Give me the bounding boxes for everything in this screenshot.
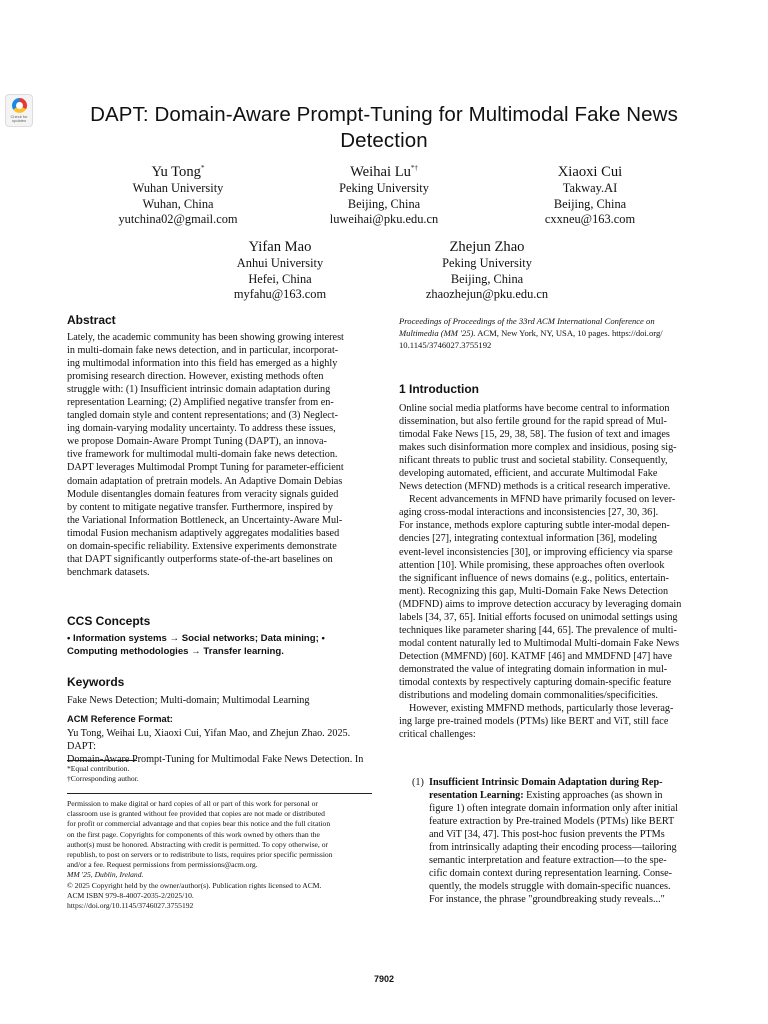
footnotes [67, 764, 372, 784]
footnote-equal: *Equal contribution. [67, 764, 130, 773]
author-email[interactable]: myfahu@163.com [233, 287, 327, 302]
intro-line: However, existing MMFND methods, particularly those leverag- [409, 703, 674, 715]
abstract-line: ing domain-varying modality uncertainty. To address these issues, [67, 423, 336, 435]
intro-line: labels [34, 37, 65]. Initial efforts focused on unimodal settings using [399, 611, 678, 623]
ccs-line: Computing methodologies → Transfer learning. [67, 646, 284, 657]
permission-line: on the first page. Copyrights for components of this work owned by others than the [67, 829, 320, 839]
list-item-title: Insufficient Intrinsic Domain Adaptation during Rep- [429, 777, 663, 788]
isbn-line: ACM ISBN 979-8-4007-2035-2/2025/10. [67, 890, 194, 900]
abstract-body [67, 331, 369, 579]
crossmark-icon [12, 98, 27, 113]
author-block [190, 238, 370, 303]
author-name: Zhejun Zhao [449, 239, 525, 255]
permission-block [67, 799, 372, 911]
intro-line: distributions and modeling domain commonalities/specificities. [399, 690, 658, 702]
author-email[interactable]: cxxneu@163.com [544, 212, 636, 227]
proceedings-line: Proceedings of Proceedings of the 33rd ACM International Conference on [399, 316, 655, 326]
author-email[interactable]: zhaozhejun@pku.edu.cn [425, 287, 549, 302]
badge-label: Check for updates [10, 114, 28, 123]
venue-line: MM '25, Dublin, Ireland. [67, 870, 144, 880]
intro-line: News detection (MFND) methods is a critical research imperative. [399, 481, 671, 493]
author-name: Weihai Lu [350, 164, 411, 180]
intro-line: ment). Recognizing this gap, Multi-Domain Fake News Detection [399, 585, 669, 597]
intro-heading: 1 Introduction [399, 382, 479, 396]
intro-line: attention [10]. While promising, these approaches often overlook [399, 559, 665, 571]
author-block [88, 163, 268, 228]
intro-line: aging cross-modal interactions and inconsistencies [27, 30, 36]. [399, 507, 659, 519]
intro-line: techniques like parameter sharing [44, 65]. The prevalence of multi- [399, 624, 677, 636]
acm-ref-heading: ACM Reference Format: [67, 714, 173, 724]
author-affiliation: Peking University [442, 256, 532, 270]
author-location: Beijing, China [450, 271, 524, 286]
list-item-line: from intrinsically adapting their encoding process—tailoring [429, 842, 677, 854]
author-affiliation: Wuhan University [132, 181, 224, 195]
paper-title: DAPT: Domain-Aware Prompt-Tuning for Multimodal Fake News Detection [90, 103, 678, 152]
author-email[interactable]: luweihai@pku.edu.cn [329, 212, 439, 227]
permission-divider [67, 793, 372, 794]
page-number: 7902 [373, 974, 395, 984]
author-location: Beijing, China [553, 196, 627, 211]
abstract-line: timodal Fusion mechanism adaptively aggregates modalities based [67, 527, 340, 539]
author-mark: * [200, 164, 205, 173]
intro-line: Recent advancements in MFND have primarily focused on lever- [409, 494, 676, 506]
abstract-line: Lately, the academic community has been showing growing interest [67, 332, 344, 343]
abstract-line: representation Learning; (2) Amplified negative transfer from en- [67, 397, 334, 409]
keywords-text: Fake News Detection; Multi-domain; Multimodal Learning [67, 695, 310, 706]
list-item-line: feature extraction by Pre-trained Models (PTMs) like BERT [429, 816, 675, 828]
check-for-updates-badge[interactable] [5, 94, 33, 127]
copyright-line: © 2025 Copyright held by the owner/author(s). Publication rights licensed to ACM. [67, 880, 322, 890]
abstract-heading: Abstract [67, 313, 116, 327]
author-affiliation: Peking University [339, 181, 429, 195]
ccs-heading: CCS Concepts [67, 614, 151, 628]
proceedings-venue: Multimedia (MM '25). [399, 328, 476, 338]
abstract-line: in multi-domain fake news detection, and in particular, incorporat- [67, 345, 339, 357]
abstract-line: that DAPT significantly outperforms state-of-the-art baselines on [67, 553, 333, 565]
abstract-line: the Variational Information Bottleneck, an Uncertainty-Aware Mul- [67, 514, 343, 526]
ccs-line: • Information systems → Social networks; Data mining; • [67, 633, 325, 644]
list-item-text: Existing approaches (as shown in [523, 790, 663, 802]
intro-line: Online social media platforms have become central to information [399, 403, 670, 414]
author-mark: *† [410, 164, 418, 173]
abstract-line: tangled domain style and content representations; and (3) Neglect- [67, 410, 339, 422]
permission-line: Permission to make digital or hard copies of all or part of this work for personal or [67, 799, 318, 808]
list-item-line: cific domain context during representation learning. Conse- [429, 868, 673, 880]
permission-line: author(s) must be honored. Abstracting with credit is permitted. To copy otherwise, or [67, 839, 329, 849]
list-item-line: semantic interpretation and feature extraction—to the spe- [429, 855, 667, 867]
abstract-line: we propose Domain-Aware Prompt Tuning (DAPT), an innova- [67, 436, 327, 448]
intro-line: event-level inconsistencies [30], or improving efficiency via sparse [399, 546, 673, 558]
author-name: Yifan Mao [248, 239, 312, 255]
list-item-line: quently, the models struggle with domain-specific nuances. [429, 881, 671, 893]
author-block [500, 163, 680, 228]
abstract-line: promising research direction. However, existing methods often [67, 371, 324, 383]
abstract-line: tive framework for multimodal multi-domain fake news detection. [67, 449, 338, 461]
author-block [397, 238, 577, 303]
intro-line: ing large pre-trained models (PTMs) like BERT and ViT, still face [399, 716, 669, 728]
list-item-number: (1) [412, 777, 424, 788]
list-item-title: resentation Learning: [429, 790, 524, 802]
author-affiliation: Anhui University [236, 256, 324, 270]
abstract-line: domain adaptation of pretrain models. An Adaptive Domain Debias [67, 475, 343, 487]
proceedings-citation [399, 315, 702, 351]
author-email[interactable]: yutchina02@gmail.com [118, 212, 238, 227]
author-name: Yu Tong [151, 164, 201, 180]
abstract-line: DAPT leverages Multimodal Prompt Tuning for parameter-efficient [67, 462, 344, 474]
acm-ref-line: Domain-Aware Prompt-Tuning for Multimodal Fake News Detection. In [67, 754, 364, 766]
intro-line: modal content naturally led to Multimodal Multi-domain Fake News [399, 637, 680, 649]
intro-line: dencies [27], integrating contextual information [36], modeling [399, 533, 658, 545]
author-location: Hefei, China [248, 271, 312, 286]
intro-line: timodal contexts by respectively capturing domain-specific feature [399, 676, 672, 688]
ccs-concepts [67, 632, 372, 658]
footnote-divider [67, 760, 137, 761]
footnote-corresponding: †Corresponding author. [67, 774, 139, 784]
permission-line: and/or a fee. Request permissions from permissions@acm.org. [67, 860, 258, 870]
abstract-line: Module disentangles domain features from veracity signals guided [67, 488, 339, 500]
permission-line: republish, to post on servers or to redistribute to lists, requires prior specific permission [67, 850, 333, 860]
abstract-line: struggle with: (1) Insufficient intrinsic domain adaptation during [67, 384, 331, 396]
list-item-line: and ViT [34, 47]. This post-hoc fusion prevents the PTMs [429, 829, 665, 841]
intro-line: makes such disinformation more complex and insidious, posing sig- [399, 442, 677, 454]
doi-link[interactable]: https://doi.org/10.1145/3746027.3755192 [67, 901, 194, 911]
author-location: Wuhan, China [142, 196, 214, 211]
intro-line: timodal Fake News [15, 29, 38, 58]. The fusion of text and images [399, 429, 670, 441]
author-affiliation: Takway.AI [562, 181, 618, 195]
intro-paragraph [399, 402, 702, 741]
intro-line: nificant threats to public trust and societal stability. Consequently, [399, 455, 668, 467]
intro-line: For instance, methods explore capturing subtle inter-modal depen- [399, 520, 670, 532]
intro-line: developing automated, efficient, and accurate Multimodal Fake [399, 468, 658, 480]
abstract-line: on domain-specific reliability. Extensive experiments demonstrate [67, 540, 337, 552]
intro-line: (MDFND) aims to improve detection accuracy by leveraging domain [399, 598, 682, 610]
proceedings-line: ACM, New York, NY, USA, 10 pages. https://doi.org/ [475, 328, 663, 338]
author-location: Beijing, China [347, 196, 421, 211]
abstract-line: ing multimodal information into this field has emerged as a highly [67, 358, 338, 370]
list-item [429, 776, 702, 906]
acm-ref-line: Yu Tong, Weihai Lu, Xiaoxi Cui, Yifan Mao, and Zhejun Zhao. 2025. DAPT: [67, 728, 351, 753]
intro-line: demonstrated the value of integrating domain information in mul- [399, 663, 668, 675]
abstract-line: benchmark datasets. [67, 566, 150, 578]
intro-line: critical challenges: [399, 729, 476, 741]
intro-line: the significant influence of news domains (e.g., politics, entertain- [399, 572, 669, 584]
permission-line: classroom use is granted without fee provided that copies are not made or distributed [67, 809, 325, 819]
author-name: Xiaoxi Cui [557, 164, 623, 180]
abstract-line: by content to mitigate negative transfer. Furthermore, inspired by [67, 501, 333, 513]
intro-line: Detection (MMFND) [60]. KATMF [46] and MMDFND [47] have [399, 650, 673, 662]
proceedings-doi[interactable]: 10.1145/3746027.3755192 [399, 340, 492, 350]
intro-line: dissemination, but also fertile ground for the rapid spread of Mul- [399, 416, 667, 428]
list-item-line: figure 1) often integrate domain information only after initial [429, 803, 678, 815]
list-item-line: For instance, the phrase "groundbreaking study reveals..." [429, 894, 665, 906]
author-block [294, 163, 474, 228]
keywords-heading: Keywords [67, 675, 125, 689]
permission-line: for profit or commercial advantage and that copies bear this notice and the full citation [67, 819, 331, 829]
